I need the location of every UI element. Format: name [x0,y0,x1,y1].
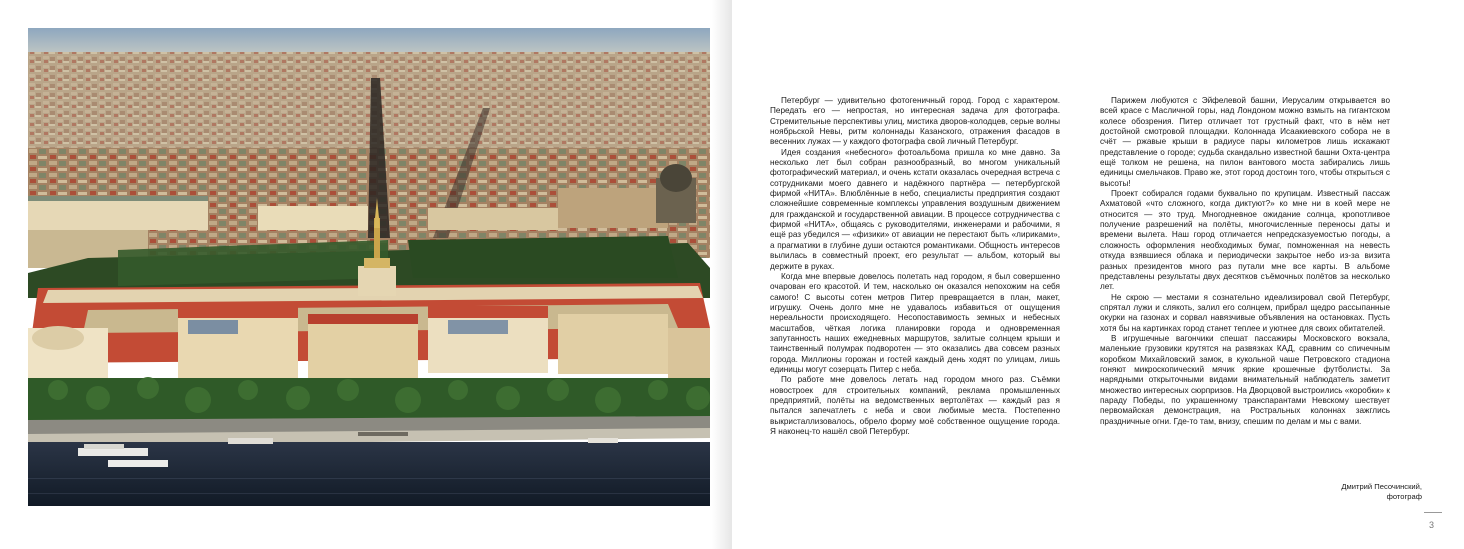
gutter-shadow [712,0,732,549]
text-column-1 [770,96,1060,437]
signature-name: Дмитрий Песочинский, [1341,482,1422,491]
text-column-2 [1100,96,1390,427]
paragraph: Идея создания «небесного» фотоальбома пришла ко мне давно. За несколько лет был собран разнообразный, во многом уникальный фотографический материал, и очень кстати оказалась очередная встреча с сотрудниками моего давнего и надёжного партнёра — петербургской фирмой «НИТА». Влюблённые в небо, специалисты предприятия создают сложнейшие современные комплексы управления воздушным движением для гражданской и государственной авиации. В процессе сотрудничества с фирмой «НИТА», общаясь с руководителями, инженерами и рабочими, я ещё раз убедился — «физики» от авиации не перестают быть «лириками», а прагматики в глубине души остаются романтиками. Общность интересов вылилась в совместный проект, его результат — альбом, который вы держите в руках. [770,147,1060,271]
paragraph: По работе мне довелось летать над городом много раз. Съёмки новостроек для строительных компаний, реклама промышленных предприятий, полёты на ведомственных вертолётах — каждый раз я пытался запечатлеть с неба и свои любимые места. Постепенно выкристаллизовалось, обрело форму моё собственное ощущение города. Я наконец-то нашёл свой Петербург. [770,375,1060,436]
signature-role: фотограф [1386,492,1422,501]
page-number: 3 [1429,520,1435,530]
page-number-rule [1424,512,1442,513]
aerial-city-photo [28,28,710,506]
paragraph: В игрушечные вагончики спешат пассажиры Московского вокзала, маленькие грузовики крутятся на развязках КАД, сравним со спичечным коробком Михайловский замок, в кукольной чаше Петровского стадиона гоняют микроскопический мячик яркие крошечные футболисты. За нарядными открыточными видами внимательный наблюдатель заметит множество интересных сюрпризов. На Дворцовой выстроились «коробки» к параду Победы, по украшенному транспарантами Невскому шествует первомайская демонстрация, на Ростральных колоннах зажглись праздничные огни. Где-то там, внизу, спешим по делам и мы с вами. [1100,333,1390,426]
paragraph: Не скрою — местами я сознательно идеализировал свой Петербург, спрятал лужи и слякоть, залил его солнцем, прибрал щедро рассыпанные окурки на газонах и сорвал навязчивые объявления на остановках. Пусть хотя бы на картинках город станет теплее и уютнее для своих обитателей. [1100,292,1390,333]
paragraph: Когда мне впервые довелось полетать над городом, я был совершенно очарован его красотой. И тем, насколько он оказался непохожим на себя самого! С высоты сотен метров Питер превращается в план, макет, игрушку. Очень долго мне не удавалось избавиться от ощущения нереальности происходящего. Несопоставимость земных и небесных масштабов, чёткая логика планировки города и одновременная запутанность наших ежедневных маршрутов, залитые солнцем крыши и таинственный полумрак подворотен — это оказались два совсем разных города. Миллионы горожан и гостей каждый день ходят по улицам, лишь единицы могут созерцать Питер с неба. [770,271,1060,374]
paragraph: Проект собирался годами буквально по крупицам. Известный пассаж Ахматовой «что сложного, когда диктуют?» ко мне ни в коей мере не относится — это труд. Многодневное ожидание солнца, кропотливое получение разрешений на полёты, многочисленные переносы даты и времени вылета. Наш город отличается непредсказуемостью погоды, а сложность оформления необходимых бумаг, помноженная на невесть откуда взявшиеся облака и периодически закрытое небо из-за визита разных президентов много раз путали мне все карты. В альбоме представлены результаты двух десятков съёмочных полётов за несколько лет. [1100,189,1390,292]
paragraph: Петербург — удивительно фотогеничный город. Город с характером. Передать его — непростая, но интересная задача для фотографа. Стремительные перспективы улиц, мистика дворов-колодцев, серые волны ноябрьской Невы, ритм колоннады Казанского, отражения фасадов в весенних лужах — у каждого фотографа свой личный Петербург. [770,96,1060,147]
paragraph: Парижем любуются с Эйфелевой башни, Иерусалим открывается во всей красе с Масличной горы, над Лондоном можно взмыть на гигантском колесе обозрения. Питер отличает тот грустный факт, что в нём нет достойной смотровой площадки. Колоннада Исаакиевского собора не в счёт — ржавые крыши в радиусе пары километров лишь искажают представление о городе; судьба скандально известной башни Охта-центра ещё толком не решена, на пилон вантового моста забирались лишь единицы смельчаков. Право же, этот город достоин того, чтобы открыться с высоты! [1100,96,1390,188]
author-signature [1341,482,1422,502]
